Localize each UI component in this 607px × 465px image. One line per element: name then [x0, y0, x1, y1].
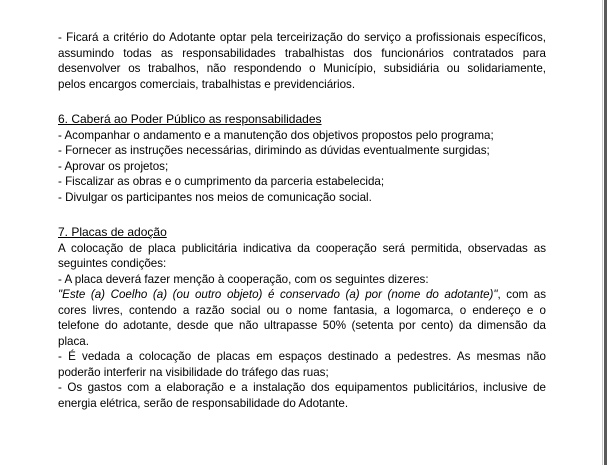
document-body [58, 30, 546, 411]
text-line: poderão interferir na visibilidade do tráfego das ruas; [58, 365, 329, 379]
section-6 [58, 112, 546, 205]
list-item: - A placa deverá fazer menção à cooperação, com os seguintes dizeres: [58, 272, 429, 286]
list-item: - Acompanhar o andamento e a manutenção dos objetivos propostos pelo programa; [58, 128, 494, 142]
section-6-heading: 6. Caberá ao Poder Público as responsabilidades [58, 112, 322, 126]
text-line: - Ficará a critério do Adotante optar pela terceirização do serviço a profissionais específicos, [58, 31, 546, 44]
quote-line [58, 287, 546, 303]
text-line: assumindo todas as responsabilidades trabalhistas dos funcionários contratados para [58, 46, 546, 60]
quote-text: "Este (a) Coelho (a) (ou outro objeto) é conservado (a) por (nome do adotante)" [58, 288, 498, 301]
text-line: pelos encargos comerciais, trabalhistas e previdenciários. [58, 77, 356, 91]
list-item: - É vedada a colocação de placas em espaços destinado a pedestres. As mesmas não [58, 350, 546, 363]
text-line: telefone do adotante, desde que não ultrapasse 50% (setenta por cento) da dimensão da [58, 319, 546, 332]
list-item: - Os gastos com a elaboração e a instalação dos equipamentos publicitários, inclusive de [58, 381, 546, 394]
list-item: - Aprovar os projetos; [58, 159, 169, 173]
quote-tail: , com as [497, 288, 546, 301]
text-line: energia elétrica, serão de responsabilidade do Adotante. [58, 396, 349, 410]
intro-paragraph [58, 30, 546, 92]
list-item: - Fiscalizar as obras e o cumprimento da parceria estabelecida; [58, 175, 385, 188]
section-7-heading: 7. Placas de adoção [58, 225, 167, 239]
list-item: - Fornecer as instruções necessárias, dirimindo as dúvidas eventualmente surgidas; [58, 144, 490, 157]
list-item: - Divulgar os participantes nos meios de comunicação social. [58, 190, 372, 204]
text-line: placa. [58, 334, 89, 348]
text-line: seguintes condições: [58, 257, 167, 270]
text-line: cores livres, contendo a razão social ou o nome fantasia, a logomarca, o endereço e o [58, 303, 546, 317]
text-line: desenvolver os trabalhos, não respondendo o Município, subsidiária ou solidariamente, [58, 62, 546, 75]
text-line: A colocação de placa publicitária indicativa da cooperação será permitida, observadas as [58, 241, 546, 255]
section-7 [58, 225, 546, 411]
